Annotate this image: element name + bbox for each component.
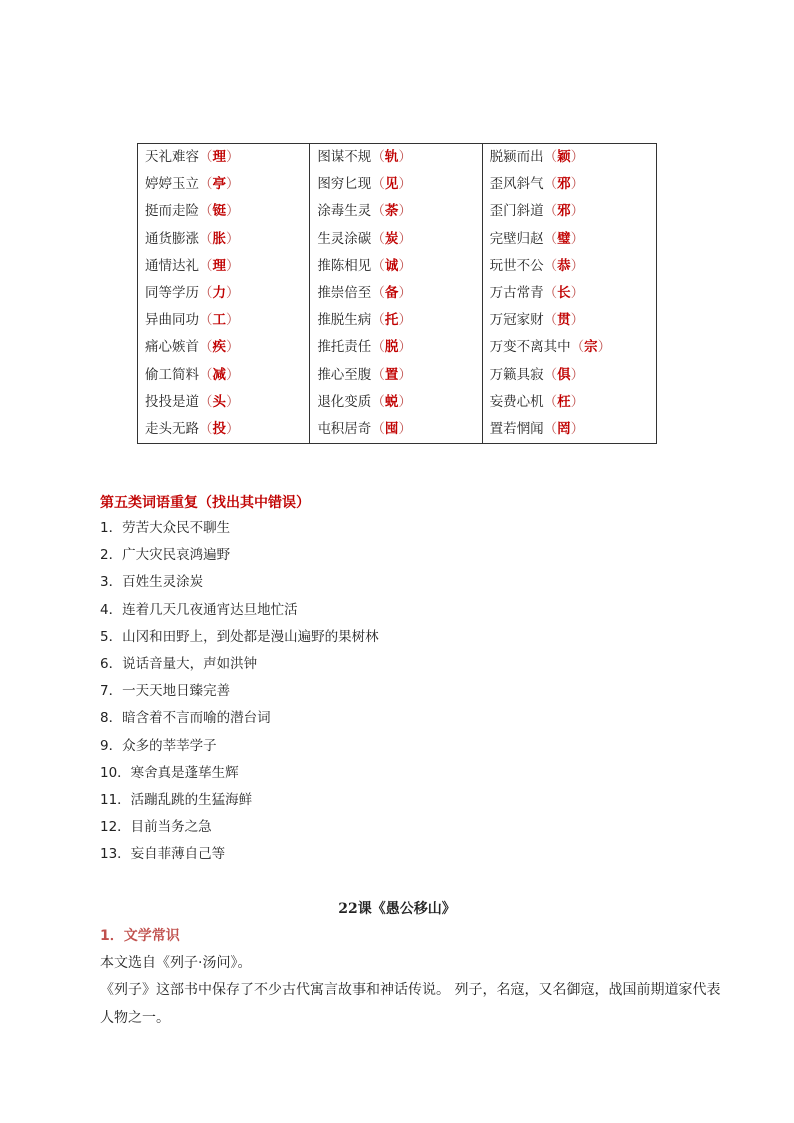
paren-open: （: [371, 176, 385, 193]
idiom-word: 推崇倍至: [317, 285, 372, 302]
paren-open: （: [199, 421, 213, 438]
correct-character: 囤: [384, 421, 399, 438]
correct-character: 长: [557, 285, 571, 302]
list-item: 2．广大灾民哀鸿遍野: [100, 547, 231, 564]
paren-close: ）: [570, 312, 585, 329]
idiom-cell: [310, 389, 482, 416]
idiom-word: 图穷匕现: [317, 176, 372, 193]
table-row: [138, 280, 657, 307]
idiom-word: 完壁归赵: [489, 230, 544, 247]
paren-open: （: [199, 230, 213, 247]
correct-character: 头: [212, 393, 226, 410]
idiom-word: 偷工简料: [145, 366, 199, 383]
paren-open: （: [570, 339, 585, 356]
paragraph-liezi-cont: 人物之一。: [100, 1010, 170, 1026]
idiom-word: 万变不离其中: [489, 339, 571, 356]
correct-character: 蜕: [384, 393, 399, 410]
paren-open: （: [543, 203, 558, 220]
list-item: 7．一天天地日臻完善: [100, 683, 231, 700]
idiom-cell: [310, 226, 482, 253]
idiom-cell: [310, 144, 482, 172]
idiom-cell: [482, 226, 656, 253]
paren-close: ）: [398, 257, 412, 274]
table-row: [138, 226, 657, 253]
paren-open: （: [371, 366, 385, 383]
paren-close: ）: [398, 230, 412, 247]
idiom-word: 通情达礼: [145, 257, 199, 274]
paren-open: （: [543, 149, 558, 165]
paren-close: ）: [570, 230, 585, 247]
paren-close: ）: [570, 176, 585, 193]
paren-close: ）: [226, 230, 240, 247]
paren-close: ）: [226, 312, 240, 329]
paren-close: ）: [226, 366, 240, 383]
correct-character: 俱: [557, 366, 571, 383]
paren-close: ）: [398, 393, 412, 410]
idiom-word: 推脱生病: [317, 312, 372, 329]
lesson-title: 22课《愚公移山》: [338, 901, 456, 917]
correct-character: 置: [384, 366, 399, 383]
paren-close: ）: [570, 257, 585, 274]
idiom-word: 婷婷玉立: [145, 176, 199, 193]
paren-open: （: [543, 230, 558, 247]
paren-open: （: [199, 339, 213, 356]
idiom-word: 置若惘闻: [489, 421, 544, 438]
idiom-word: 生灵涂碳: [317, 230, 372, 247]
paren-open: （: [199, 203, 213, 220]
paren-close: ）: [226, 149, 240, 165]
list-item: 1．劳苦大众民不聊生: [100, 520, 231, 536]
paren-open: （: [199, 312, 213, 329]
list-item: 9．众多的莘莘学子: [100, 737, 217, 754]
idiom-cell: [138, 307, 310, 334]
paren-close: ）: [398, 203, 412, 220]
paren-open: （: [371, 257, 385, 274]
idiom-word: 同等学历: [145, 285, 199, 302]
paren-close: ）: [570, 393, 585, 410]
idiom-cell: [482, 416, 656, 444]
list-item: 5．山冈和田野上，到处都是漫山遍野的果树林: [100, 628, 379, 645]
correct-character: 见: [384, 176, 399, 193]
paren-close: ）: [226, 176, 240, 193]
paren-open: （: [371, 312, 385, 329]
idiom-word: 万古常青: [489, 285, 544, 302]
table-row: [138, 307, 657, 334]
paren-open: （: [543, 393, 558, 410]
idiom-word: 天礼难容: [145, 149, 199, 165]
paragraph-source: 本文选自《列子·汤问》。: [100, 955, 252, 971]
paren-close: ）: [570, 421, 585, 438]
idiom-cell: [482, 198, 656, 225]
paren-open: （: [371, 285, 385, 302]
paren-close: ）: [398, 176, 412, 193]
idiom-cell: [138, 334, 310, 361]
idiom-word: 玩世不公: [489, 257, 544, 274]
idiom-cell: [310, 362, 482, 389]
correct-character: 投: [212, 421, 226, 438]
correct-character: 胀: [212, 230, 226, 247]
idiom-word: 通货膨涨: [145, 230, 199, 247]
correct-character: 荼: [384, 203, 399, 220]
paren-close: ）: [226, 393, 240, 410]
idiom-word: 挺而走险: [145, 203, 199, 220]
idiom-cell: [310, 334, 482, 361]
correct-character: 理: [212, 257, 226, 274]
idiom-cell: [482, 334, 656, 361]
idiom-word: 涂毒生灵: [317, 203, 372, 220]
idiom-cell: [310, 198, 482, 225]
correct-character: 工: [212, 312, 226, 329]
paren-open: （: [371, 339, 385, 356]
paren-close: ）: [226, 203, 240, 220]
correct-character: 轨: [384, 149, 399, 165]
correct-character: 颖: [557, 149, 571, 165]
paren-open: （: [371, 230, 385, 247]
correct-character: 备: [384, 285, 399, 302]
paren-open: （: [371, 203, 385, 220]
table-row: [138, 389, 657, 416]
idiom-cell: [138, 226, 310, 253]
idiom-word: 歪风斜气: [489, 176, 544, 193]
idiom-word: 投投是道: [145, 393, 199, 410]
table-row: [138, 144, 657, 172]
paren-open: （: [543, 285, 558, 302]
idiom-word: 推托责任: [317, 339, 372, 356]
paren-close: ）: [226, 421, 240, 438]
correct-character: 炭: [384, 230, 399, 247]
idiom-cell: [310, 171, 482, 198]
paren-close: ）: [398, 339, 412, 356]
table-row: [138, 334, 657, 361]
idiom-cell: [482, 280, 656, 307]
list-item: 11．活蹦乱跳的生猛海鲜: [100, 791, 253, 808]
idiom-cell: [482, 144, 656, 172]
idiom-word: 走头无路: [145, 421, 199, 438]
idiom-cell: [482, 253, 656, 280]
idiom-word: 妄费心机: [489, 393, 544, 410]
paren-close: ）: [398, 312, 412, 329]
table-row: [138, 171, 657, 198]
idiom-cell: [138, 253, 310, 280]
correct-character: 诚: [384, 257, 399, 274]
correct-character: 亭: [212, 176, 226, 193]
idiom-word: 图谋不规: [317, 149, 372, 165]
list-item: 8．暗含着不言而喻的潜台词: [100, 710, 271, 727]
idiom-word: 退化变质: [317, 393, 372, 410]
list-item: 4．连着几天几夜通宵达旦地忙活: [100, 601, 298, 618]
correct-character: 璧: [557, 230, 571, 247]
list-item: 6．说话音量大，声如洪钟: [100, 655, 258, 672]
idiom-cell: [138, 144, 310, 172]
list-item: 13．妄自菲薄自己等: [100, 846, 226, 863]
idiom-word: 推陈相见: [317, 257, 372, 274]
idiom-cell: [138, 198, 310, 225]
idiom-cell: [310, 307, 482, 334]
paren-close: ）: [570, 149, 585, 165]
paren-open: （: [199, 366, 213, 383]
paren-close: ）: [570, 366, 585, 383]
idiom-cell: [482, 171, 656, 198]
idiom-cell: [138, 416, 310, 444]
paren-close: ）: [398, 366, 412, 383]
paren-open: （: [543, 312, 558, 329]
paren-close: ）: [226, 257, 240, 274]
paren-open: （: [543, 366, 558, 383]
table-row: [138, 416, 657, 444]
paren-open: （: [199, 149, 213, 165]
table-row: [138, 362, 657, 389]
paren-close: ）: [226, 285, 240, 302]
subheading-literature: 1．文学常识: [100, 928, 180, 944]
correct-character: 贯: [557, 312, 571, 329]
idiom-word: 万冠家财: [489, 312, 544, 329]
correct-character: 罔: [557, 421, 571, 438]
correct-character: 邪: [557, 176, 571, 193]
idiom-word: 痛心嫉首: [145, 339, 199, 356]
correct-character: 疾: [212, 339, 226, 356]
paren-open: （: [199, 285, 213, 302]
paren-close: ）: [398, 285, 412, 302]
paren-open: （: [543, 421, 558, 438]
idiom-cell: [138, 171, 310, 198]
paren-open: （: [199, 393, 213, 410]
correct-character: 脱: [384, 339, 399, 356]
paren-close: ）: [570, 285, 585, 302]
correct-character: 恭: [557, 257, 571, 274]
idiom-word: 脱颍而出: [489, 149, 544, 165]
paren-open: （: [371, 393, 385, 410]
correct-character: 理: [212, 149, 226, 165]
correct-character: 力: [212, 285, 226, 302]
idiom-cell: [482, 307, 656, 334]
idiom-cell: [138, 389, 310, 416]
paren-open: （: [543, 176, 558, 193]
paren-open: （: [371, 149, 385, 165]
correct-character: 枉: [557, 393, 571, 410]
idiom-table: [137, 143, 657, 444]
idiom-cell: [310, 280, 482, 307]
correct-character: 铤: [212, 203, 226, 220]
idiom-word: 屯积居奇: [317, 421, 372, 438]
idiom-cell: [310, 253, 482, 280]
paren-close: ）: [398, 421, 412, 438]
idiom-word: 异曲同功: [145, 312, 199, 329]
idiom-cell: [138, 362, 310, 389]
table-row: [138, 198, 657, 225]
idiom-word: 万籁具寂: [489, 366, 544, 383]
idiom-cell: [482, 362, 656, 389]
correct-character: 邪: [557, 203, 571, 220]
list-item: 12．目前当务之急: [100, 819, 212, 836]
idiom-cell: [138, 280, 310, 307]
error-list: [100, 517, 379, 870]
correct-character: 宗: [584, 339, 598, 356]
paren-open: （: [199, 176, 213, 193]
paren-open: （: [371, 421, 385, 438]
paren-open: （: [543, 257, 558, 274]
idiom-cell: [482, 389, 656, 416]
idiom-word: 歪门斜道: [489, 203, 544, 220]
section-title: 第五类词语重复（找出其中错误）: [100, 495, 310, 511]
paren-close: ）: [226, 339, 240, 356]
correct-character: 减: [212, 366, 226, 383]
paren-open: （: [199, 257, 213, 274]
paren-close: ）: [398, 149, 412, 165]
list-item: 3．百姓生灵涂炭: [100, 574, 204, 591]
table-row: [138, 253, 657, 280]
paren-close: ）: [597, 339, 612, 356]
correct-character: 托: [384, 312, 399, 329]
list-item: 10．寒舍真是蓬荜生辉: [100, 764, 239, 781]
paren-close: ）: [570, 203, 585, 220]
idiom-word: 推心至腹: [317, 366, 372, 383]
idiom-cell: [310, 416, 482, 444]
paragraph-liezi: 《列子》这部书中保存了不少古代寓言故事和神话传说。 列子，名寇，又名御寇，战国前期道家代表: [100, 982, 721, 998]
